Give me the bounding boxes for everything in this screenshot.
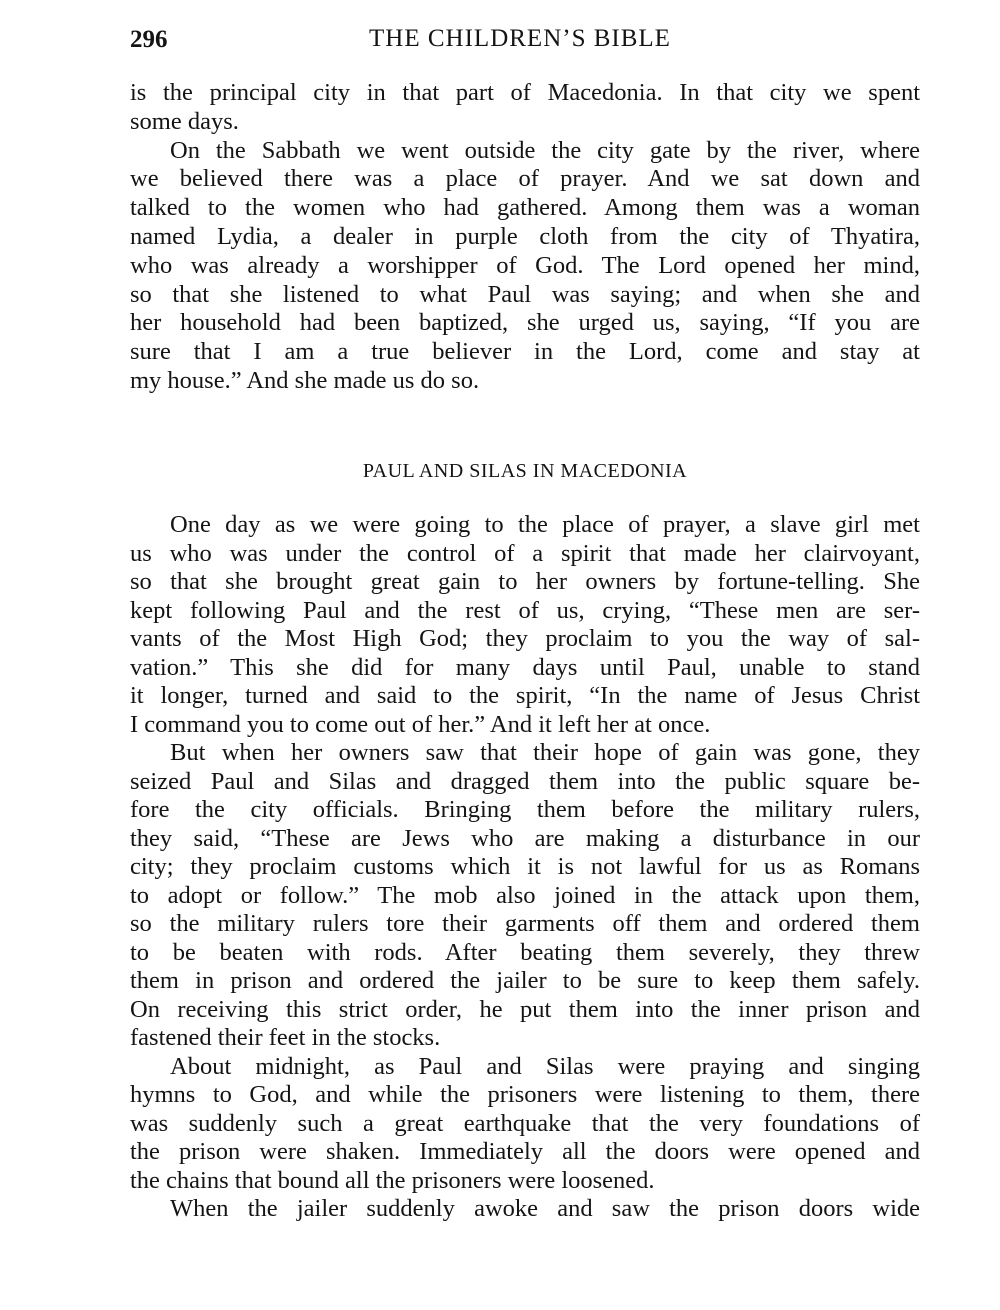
text-line: my house.” And she made us do so. xyxy=(130,366,480,394)
running-title: THE CHILDREN’S BIBLE xyxy=(369,25,671,52)
text-block-section xyxy=(130,511,920,1224)
text-line: I command you to come out of her.” And it left her at once. xyxy=(130,710,711,738)
text-line: some days. xyxy=(130,107,239,135)
text-line: fore the city officials. Bringing them before the military rulers, xyxy=(130,796,920,823)
text-line: But when her owners saw that their hope of gain was gone, they xyxy=(170,739,920,766)
text-line: When the jailer suddenly awoke and saw the prison doors wide xyxy=(170,1195,920,1222)
text-block-before-heading xyxy=(130,79,920,396)
text-line: was suddenly such a great earthquake that the very foundations of xyxy=(130,1109,920,1137)
text-line: vants of the Most High God; they proclaim to you the way of sal- xyxy=(130,625,920,652)
text-line: us who was under the control of a spirit that made her clairvoyant, xyxy=(130,539,920,567)
text-line: fastened their feet in the stocks. xyxy=(130,1024,441,1051)
text-line: One day as we were going to the place of prayer, a slave girl met xyxy=(170,511,920,538)
text-line: them in prison and ordered the jailer to be sure to keep them safely. xyxy=(130,967,920,994)
text-line: On receiving this strict order, he put them into the inner prison and xyxy=(130,995,920,1023)
text-line: we believed there was a place of prayer. And we sat down and xyxy=(130,165,920,193)
text-line: is the principal city in that part of Macedonia. In that city we spent xyxy=(130,79,920,106)
text-line: About midnight, as Paul and Silas were praying and singing xyxy=(170,1052,920,1080)
text-line: to adopt or follow.” The mob also joined in the attack upon them, xyxy=(130,881,920,909)
page-number: 296 xyxy=(130,26,168,53)
paragraph xyxy=(130,739,920,1053)
text-line: vation.” This she did for many days until Paul, unable to stand xyxy=(130,653,920,681)
text-line: hymns to God, and while the prisoners were listening to them, there xyxy=(130,1081,920,1108)
text-line: seized Paul and Silas and dragged them into the public square be- xyxy=(130,767,920,795)
text-line: to be beaten with rods. After beating them severely, they threw xyxy=(130,938,920,966)
text-line: her household had been baptized, she urged us, saying, “If you are xyxy=(130,309,920,337)
text-line: city; they proclaim customs which it is not lawful for us as Romans xyxy=(130,853,920,880)
paragraph xyxy=(130,511,920,739)
text-line: so the military rulers tore their garments off them and ordered them xyxy=(130,910,920,937)
text-line: they said, “These are Jews who are making a disturbance in our xyxy=(130,824,920,852)
paragraph xyxy=(130,1053,920,1196)
text-line: talked to the women who had gathered. Among them was a woman xyxy=(130,194,920,222)
section-heading: PAUL AND SILAS IN MACEDONIA xyxy=(362,460,688,482)
text-line: so that she brought great gain to her owners by fortune-telling. She xyxy=(130,568,920,595)
text-line: the prison were shaken. Immediately all the doors were opened and xyxy=(130,1138,920,1165)
text-line: named Lydia, a dealer in purple cloth from the city of Thyatira, xyxy=(130,222,920,250)
text-line: who was already a worshipper of God. The Lord opened her mind, xyxy=(130,251,920,279)
text-line: it longer, turned and said to the spirit, “In the name of Jesus Christ xyxy=(130,682,920,709)
text-line: so that she listened to what Paul was saying; and when she and xyxy=(130,280,920,308)
text-line: sure that I am a true believer in the Lord, come and stay at xyxy=(130,338,920,366)
paragraph xyxy=(130,1195,920,1224)
text-line: On the Sabbath we went outside the city gate by the river, where xyxy=(170,136,920,164)
paragraph xyxy=(130,137,920,396)
paragraph xyxy=(130,79,920,137)
text-line: the chains that bound all the prisoners were loosened. xyxy=(130,1166,655,1194)
text-line: kept following Paul and the rest of us, crying, “These men are ser- xyxy=(130,596,920,624)
